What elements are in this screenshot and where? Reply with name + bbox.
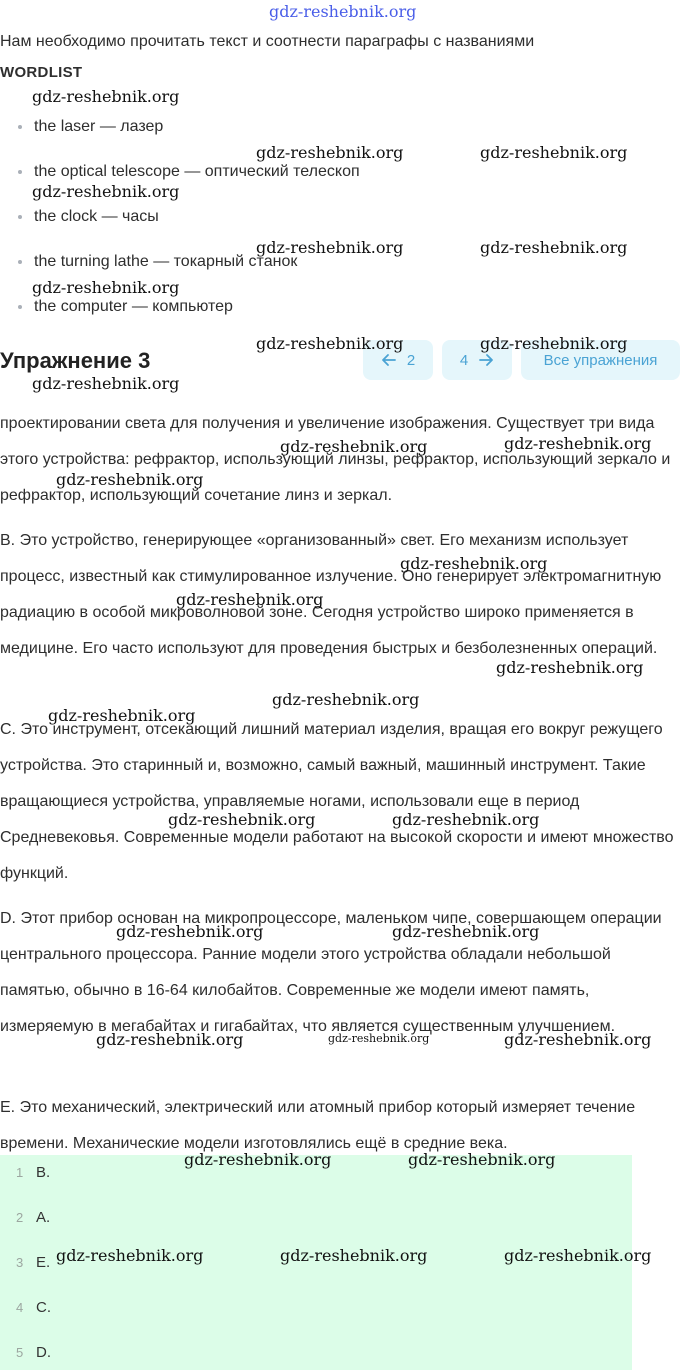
arrow-right-icon [478, 352, 494, 368]
watermark: gdz-reshebnik.org [96, 1030, 244, 1049]
watermark: gdz-reshebnik.org [504, 1246, 652, 1265]
paragraph-c: C. Это инструмент, отсекающий лишний материал изделия, вращая его вокруг режущего устройства. Это старинный и, возможно, самый важный, машинный инструмент. Такие вращающиеся устройства, управляемые ногами, использовали еще в период Средневековья. Современные модели работают на высокой скорости и имеют множество функций. [0, 721, 674, 882]
watermark: gdz-reshebnik.org [168, 810, 316, 829]
watermark: gdz-reshebnik.org [116, 922, 264, 941]
watermark: gdz-reshebnik.org [32, 182, 180, 201]
watermark: gdz-reshebnik.org [256, 334, 404, 353]
watermark: gdz-reshebnik.org [256, 143, 404, 162]
answer-row: 4 C. [16, 1299, 51, 1316]
watermark: gdz-reshebnik.org [176, 590, 324, 609]
answer-row: 5 D. [16, 1344, 51, 1361]
answer-row: 1 B. [16, 1164, 51, 1181]
bullet-icon [18, 305, 22, 309]
watermark: gdz-reshebnik.org [48, 706, 196, 725]
bullet-icon [18, 125, 22, 129]
watermark: gdz-reshebnik.org [56, 1246, 204, 1265]
watermark: gdz-reshebnik.org [184, 1150, 332, 1169]
bullet-icon [18, 170, 22, 174]
watermark: gdz-reshebnik.org [328, 1032, 430, 1045]
answer-row: 2 A. [16, 1209, 51, 1226]
watermark: gdz-reshebnik.org [408, 1150, 556, 1169]
watermark: gdz-reshebnik.org [392, 810, 540, 829]
wordlist-item: the computer — компьютер [18, 298, 233, 316]
watermark: gdz-reshebnik.org [480, 238, 628, 257]
watermark: gdz-reshebnik.org [392, 922, 540, 941]
watermark: gdz-reshebnik.org [32, 278, 180, 297]
answer-row: 3 E. [16, 1254, 51, 1271]
watermark: gdz-reshebnik.org [256, 238, 404, 257]
arrow-left-icon [381, 352, 397, 368]
paragraph-b: B. Это устройство, генерирующее «организованный» свет. Его механизм использует процесс, известный как стимулированное излучение. Оно генерирует электромагнитную радиацию в особой микроволновой зоне. Сегодня устройство широко применяется в медицине. Его часто используют для проведения быстрых и безболезненных операций. [0, 532, 662, 657]
wordlist-item: the turning lathe — токарный станок [18, 253, 297, 271]
wordlist-item: the clock — часы [18, 208, 159, 226]
wordlist-item: the laser — лазер [18, 118, 163, 136]
paragraph-e: E. Это механический, электрический или атомный прибор который измеряет течение времени. Механические модели изготовлялись ещё в средние века. [0, 1099, 636, 1152]
watermark: gdz-reshebnik.org [32, 87, 180, 106]
watermark: gdz-reshebnik.org [32, 374, 180, 393]
bullet-icon [18, 260, 22, 264]
watermark: gdz-reshebnik.org [496, 658, 644, 677]
watermark: gdz-reshebnik.org [400, 554, 548, 573]
wordlist-item: the optical telescope — оптический телескоп [18, 163, 360, 181]
next-exercise-button[interactable]: 4 [442, 340, 512, 380]
exercise-title: Упражнение 3 [0, 348, 151, 373]
intro-text: Нам необходимо прочитать текст и соотнести параграфы с названиями [0, 33, 535, 50]
bullet-icon [18, 215, 22, 219]
watermark: gdz-reshebnik.org [280, 1246, 428, 1265]
watermark: gdz-reshebnik.org [480, 334, 628, 353]
all-exercises-button[interactable]: Все упражнения [521, 340, 680, 380]
wordlist-title: WORDLIST [0, 64, 83, 81]
watermark-link[interactable]: gdz-reshebnik.org [269, 2, 417, 21]
watermark: gdz-reshebnik.org [504, 434, 652, 453]
watermark: gdz-reshebnik.org [272, 690, 420, 709]
watermark: gdz-reshebnik.org [280, 437, 428, 456]
paragraph-d: D. Этот прибор основан на микропроцессоре, маленьком чипе, совершающем операции центрального процессора. Ранние модели этого устройства обладали небольшой памятью, обычно в 16-64 килобайтов. Современные же модели имеют память, измеряемую в мегабайтах и гигабайтах, что является существенным улучшением. [0, 910, 662, 1035]
prev-exercise-button[interactable]: 2 [363, 340, 433, 380]
watermark: gdz-reshebnik.org [504, 1030, 652, 1049]
watermark: gdz-reshebnik.org [56, 470, 204, 489]
paragraph-a: проектировании света для получения и увеличение изображения. Существует три вида этого устройства: рефрактор, использующий линзы, рефрактор, использующий зеркало и рефрактор, использующий сочетание линз и зеркал. [0, 415, 671, 504]
watermark: gdz-reshebnik.org [480, 143, 628, 162]
